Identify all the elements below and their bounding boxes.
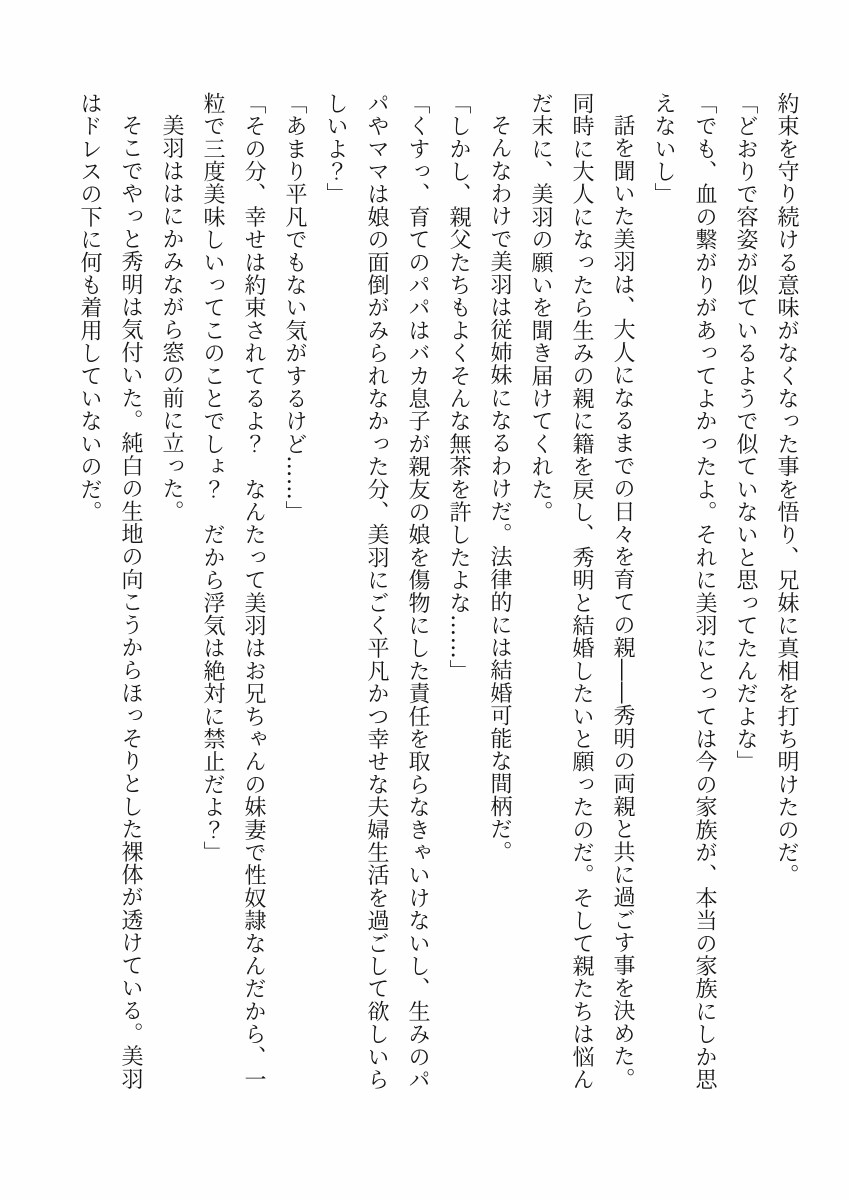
paragraph: 「しかし、親父たちもよくそんな無茶を許したよな……」 <box>446 92 471 683</box>
paragraph: 「でも、血の繋がりがあってよかったよ。それに美羽にとっては今の家族が、本当の家族にしか思えないし」 <box>651 92 717 1091</box>
paragraph: 「くすっ、育てのパパはバカ息子が親友の娘を傷物にした責任を取らなきゃいけないし、生みのパパやママは娘の面倒がみられなかった分、美羽にごく平凡かつ幸せな夫婦生活を過ごして欲しいらしいよ？」 <box>323 92 430 1091</box>
paragraph: 「あまり平凡でもない気がするけど……」 <box>282 92 307 524</box>
paragraph: 「その分、幸せは約束されてるよ？ なんたって美羽はお兄ちゃんの妹妻で性奴隷なんだから、一粒で三度美味しいってこのことでしょ？ だから浮気は絶対に禁止だよ？」 <box>200 92 266 1091</box>
paragraph: そこでやっと秀明は気付いた。純白の生地の向こうからほっそりとした裸体が透けている。美羽はドレスの下に何も着用していないのだ。 <box>77 92 143 1091</box>
novel-text-block <box>69 92 807 1092</box>
paragraph: 美羽ははにかみながら窓の前に立った。 <box>159 114 184 523</box>
paragraph: そんなわけで美羽は従姉妹になるわけだ。法律的には結婚可能な間柄だ。 <box>487 114 512 864</box>
paragraph: 「どおりで容姿が似ているようで似ていないと思ってたんだよな」 <box>733 92 758 773</box>
paragraph: 話を聞いた美羽は、大人になるまでの日々を育ての親――秀明の両親と共に過ごす事を決めた。同時に大人になったら生みの親に籍を戻し、秀明と結婚したいと願ったのだ。そして親たちは悩んだ末に、美羽の願いを聞き届けてくれた。 <box>528 92 635 1091</box>
paragraph: 約束を守り続ける意味がなくなった事を悟り、兄妹に真相を打ち明けたのだ。 <box>774 92 799 887</box>
